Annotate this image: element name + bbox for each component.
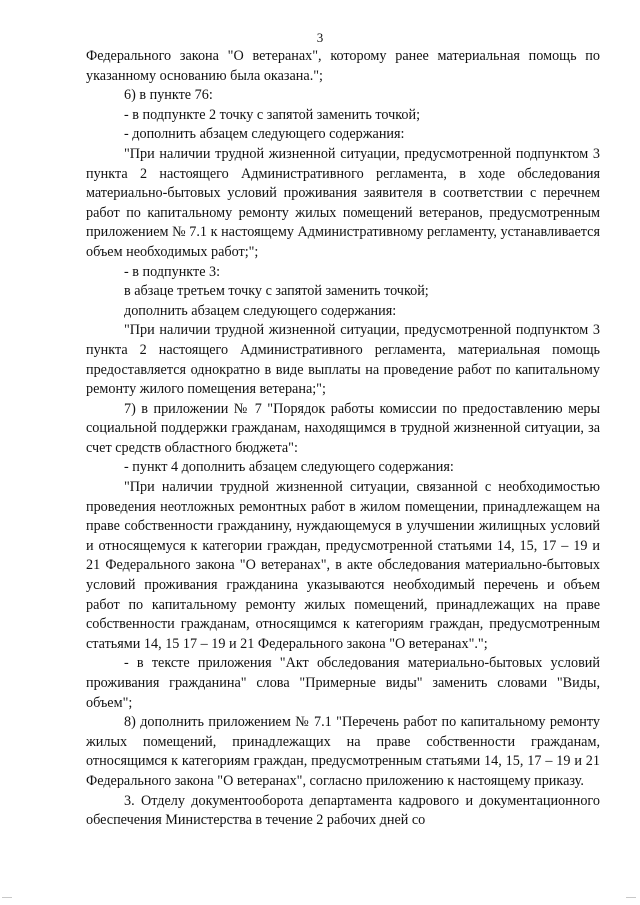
paragraph-quote-2: "При наличии трудной жизненной ситуации, предусмотренной подпунктом 3 пункта 2 настоящего Административного регламента, материальная помощь предоставляется однократно в виде выплаты на проведение работ по капитальному ремонту жилого помещения ветерана;"; (86, 322, 600, 398)
scan-edge-mark-left (2, 897, 12, 898)
paragraph-add-abzac-2: дополнить абзацем следующего содержания: (124, 302, 397, 319)
paragraph-sub-2: - в подпункте 2 точку с запятой заменить точкой; (124, 106, 421, 123)
page-number: 3 (316, 30, 324, 45)
paragraph-act-text: - в тексте приложения "Акт обследования материально-бытовых условий проживания гражданина" слова "Примерные виды" заменить словами "Виды, объем"; (86, 655, 600, 711)
paragraph-add-abzac: - дополнить абзацем следующего содержания: (124, 126, 405, 143)
paragraph-quote-1: "При наличии трудной жизненной ситуации, предусмотренной подпунктом 3 пункта 2 настоящего Административного регламента, в ходе обследования материально-бытовых условий проживания заявителя в соответствии с перечнем работ по капитальному ремонту жилых помещений ветеранов, предусмотренным приложением № 7.1 к настоящему Административному регламенту, устанавливается объем необходимых работ;"; (86, 145, 600, 260)
paragraph-item-3: 3. Отделу документооборота департамента кадрового и документационного обеспечения Министерства в течение 2 рабочих дней со (86, 792, 600, 829)
paragraph-item-6: 6) в пункте 76: (124, 87, 213, 104)
paragraph-sub-3: - в подпункте 3: (124, 263, 221, 280)
scan-edge-mark-right (626, 897, 636, 898)
paragraph-quote-3: "При наличии трудной жизненной ситуации, связанной с необходимостью проведения неотложных ремонтных работ в жилом помещении, принадлежащем на праве собственности гражданину, нуждающемуся в улучшении жилищных условий и относящемуся к категории граждан, предусмотренной статьями 14, 15, 17 – 19 и 21 Федерального закона "О ветеранах", в акте обследования материально-бытовых условий проживания гражданина указываются необходимый перечень и объем работ по капитальному ремонту жилых помещений, принадлежащих на праве собственности гражданам, относящимся к категориям граждан, предусмотренным статьями 14, 15 17 – 19 и 21 Федерального закона "О ветеранах"."; (86, 479, 600, 652)
paragraph-item-7: 7) в приложении № 7 "Порядок работы комиссии по предоставлению меры социальной поддержки гражданам, находящимся в трудной жизненной ситуации, за счет средств областного бюджета": (86, 400, 600, 456)
document-body (86, 47, 600, 831)
paragraph-continuation: Федерального закона "О ветеранах", которому ранее материальная помощь по указанному основанию была оказана."; (86, 48, 600, 84)
paragraph-item-8: 8) дополнить приложением № 7.1 "Перечень работ по капитальному ремонту жилых помещений, принадлежащих на праве собственности гражданам, относящимся к категориям граждан, предусмотренным статьями 14, 15, 17 – 19 и 21 Федерального закона "О ветеранах", согласно приложению к настоящему приказу. (86, 714, 600, 789)
paragraph-abzac-3: в абзаце третьем точку с запятой заменить точкой; (124, 283, 429, 300)
paragraph-point-4: - пункт 4 дополнить абзацем следующего содержания: (124, 459, 454, 476)
